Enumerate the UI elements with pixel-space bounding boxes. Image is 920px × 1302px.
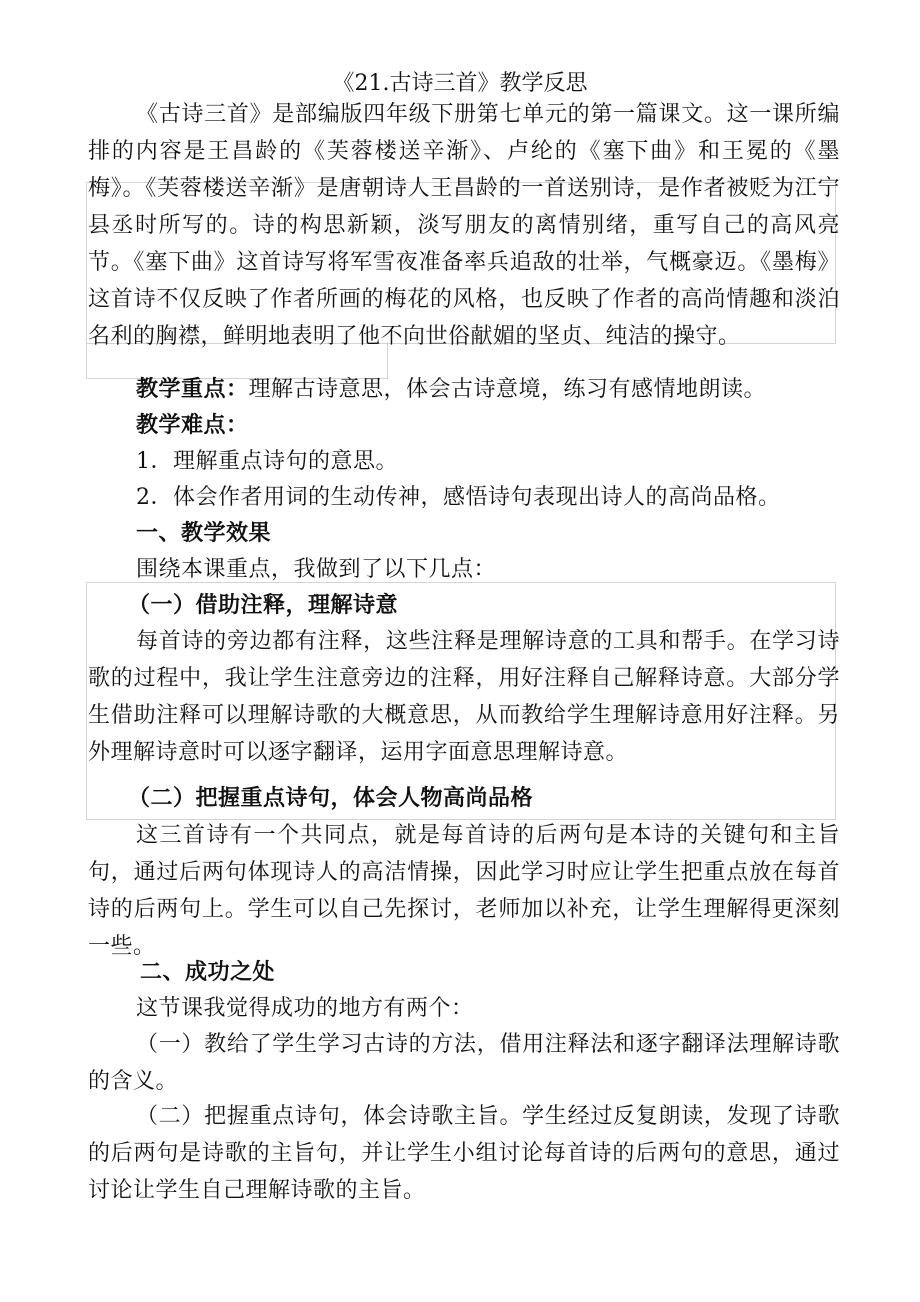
difficult-item-2: 2．体会作者用词的生动传神，感悟诗句表现出诗人的高尚品格。 — [136, 485, 781, 510]
sub2-heading: （二）把握重点诗句，体会人物高尚品格 — [128, 786, 534, 811]
sub2-paragraph: 这三首诗有一个共同点，就是每首诗的后两句是本诗的关键句和主旨句，通过后两句体现诗人的高洁情操，因此学习时应让学生把重点放在每首诗的后两句上。学生可以自己先探讨，老师加以补充，让学生理解得更深刻一些。 — [88, 823, 840, 959]
document-title: 《21.古诗三首》教学反思 — [332, 71, 588, 96]
intro-paragraph: 《古诗三首》是部编版四年级下册第七单元的第一篇课文。这一课所编排的内容是王昌龄的《芙蓉楼送辛渐》、卢纶的《塞下曲》和王冕的《墨梅》。《芙蓉楼送辛渐》是唐朝诗人王昌龄的一首送别诗，是作者被贬为江宁县丞时所写的。诗的构思新颖，淡写朋友的离情别绪，重写自己的高风亮节。《塞下曲》这首诗写将军雪夜准备率兵追敌的壮举，气概豪迈。《墨梅》这首诗不仅反映了作者所画的梅花的风格，也反映了作者的高尚情趣和淡泊名利的胸襟，鲜明地表明了他不向世俗献媚的坚贞、纯洁的操守。 — [88, 102, 840, 349]
difficult-label: 教学难点： — [136, 413, 249, 438]
success-item-1: （一）教给了学生学习古诗的方法，借用注释法和逐字翻译法理解诗歌的含义。 — [88, 1032, 840, 1094]
section1-lead: 围绕本课重点，我做到了以下几点： — [136, 557, 497, 582]
section2-heading: 二、成功之处 — [140, 960, 276, 985]
key-point-line — [88, 371, 840, 408]
key-point-text: 理解古诗意思，体会古诗意境，练习有感情地朗读。 — [248, 377, 767, 402]
section2-lead: 这节课我觉得成功的地方有两个： — [136, 996, 474, 1021]
sub1-paragraph: 每首诗的旁边都有注释，这些注释是理解诗意的工具和帮手。在学习诗歌的过程中，我让学生注意旁边的注释，用好注释自己解释诗意。大部分学生借助注释可以理解诗歌的大概意思，从而教给学生理解诗意用好注释。另外理解诗意时可以逐字翻译，运用字面意思理解诗意。 — [88, 629, 840, 765]
success-item-2: （二）把握重点诗句，体会诗歌主旨。学生经过反复朗读，发现了诗歌的后两句是诗歌的主旨句，并让学生小组讨论每首诗的后两句的意思，通过讨论让学生自己理解诗歌的主旨。 — [88, 1104, 840, 1203]
key-point-label: 教学重点： — [136, 377, 249, 402]
section1-heading: 一、教学效果 — [136, 521, 272, 546]
difficult-item-1: 1．理解重点诗句的意思。 — [136, 449, 398, 474]
sub1-heading: （一）借助注释，理解诗意 — [128, 593, 399, 618]
